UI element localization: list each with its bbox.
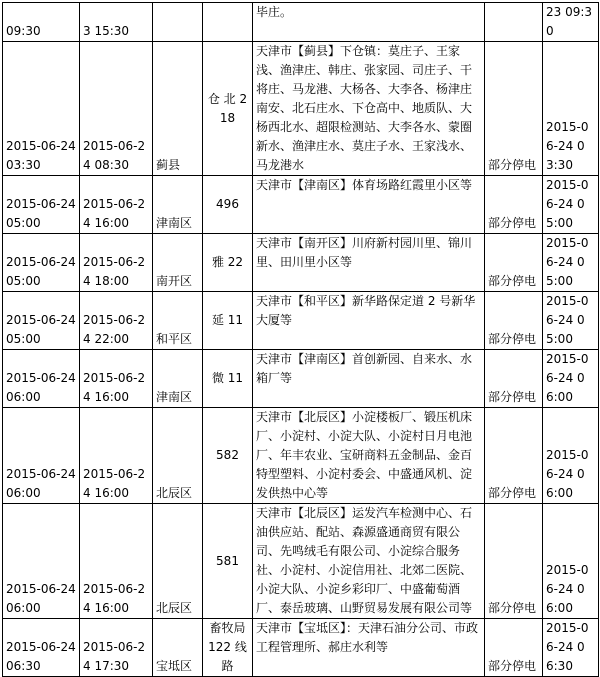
restore-time-cell: 2015-06-24 03:30	[543, 42, 599, 176]
end-time-cell: 2015-06-2 4 16:00	[80, 408, 153, 504]
end-time-cell: 2015-06-2 4 16:00	[80, 504, 153, 619]
line-cell: 581	[203, 504, 253, 619]
description-cell: 天津市【津南区】体育场路红霞里小区等	[253, 176, 485, 234]
end-time-cell: 3 15:30	[80, 3, 153, 42]
start-time-cell: 2015-06-24 03:30	[3, 42, 80, 176]
table-row	[3, 350, 599, 408]
outage-table	[2, 2, 599, 677]
restore-time-cell: 23 09:30	[543, 3, 599, 42]
district-cell: 蓟县	[153, 42, 203, 176]
end-time-cell: 2015-06-2 4 22:00	[80, 292, 153, 350]
description-cell: 天津市【宝坻区】：天津石油分公司、市政工程管理所、郝庄水利等	[253, 619, 485, 677]
table-row	[3, 42, 599, 176]
start-time-cell: 09:30	[3, 3, 80, 42]
district-cell: 宝坻区	[153, 619, 203, 677]
start-time-cell: 2015-06-24 06:00	[3, 504, 80, 619]
restore-time-cell: 2015-06-24 06:00	[543, 504, 599, 619]
outage-type-cell: 部分停电	[485, 42, 543, 176]
line-cell: 仓 北 218	[203, 42, 253, 176]
outage-type-cell: 部分停电	[485, 292, 543, 350]
restore-time-cell: 2015-06-24 05:00	[543, 234, 599, 292]
description-cell: 天津市【南开区】川府新村园川里、锦川里、田川里小区等	[253, 234, 485, 292]
start-time-cell: 2015-06-24 05:00	[3, 292, 80, 350]
district-cell: 津南区	[153, 176, 203, 234]
end-time-cell: 2015-06-2 4 18:00	[80, 234, 153, 292]
restore-time-cell: 2015-06-24 05:00	[543, 176, 599, 234]
description-cell: 天津市【和平区】新华路保定道 2 号新华大厦等	[253, 292, 485, 350]
outage-type-cell: 部分停电	[485, 234, 543, 292]
district-cell: 北辰区	[153, 408, 203, 504]
outage-type-cell: 部分停电	[485, 408, 543, 504]
end-time-cell: 2015-06-2 4 16:00	[80, 176, 153, 234]
description-cell: 天津市【北辰区】小淀楼板厂、锻压机床厂、小淀村、小淀大队、小淀村日月电池厂、年丰农业、宝研商料五金制品、金百特型塑料、小淀村委会、中盛通风机、淀发供热中心等	[253, 408, 485, 504]
table-row	[3, 504, 599, 619]
start-time-cell: 2015-06-24 06:00	[3, 350, 80, 408]
start-time-cell: 2015-06-24 06:30	[3, 619, 80, 677]
outage-type-cell: 部分停电	[485, 350, 543, 408]
district-cell: 和平区	[153, 292, 203, 350]
outage-table-body	[3, 3, 599, 677]
district-cell: 南开区	[153, 234, 203, 292]
description-cell: 毕庄。	[253, 3, 485, 42]
line-cell	[203, 3, 253, 42]
line-cell: 496	[203, 176, 253, 234]
start-time-cell: 2015-06-24 05:00	[3, 176, 80, 234]
table-row	[3, 292, 599, 350]
table-row	[3, 408, 599, 504]
description-cell: 天津市【蓟县】下仓镇：莫庄子、王家浅、渔津庄、韩庄、张家园、司庄子、干将庄、马龙港、大杨各、大李各、杨津庄南安、北石庄水、下仓高中、地质队、大杨西北水、超限检测站、大李各水、蒙圈新水、渔津庄水、莫庄子水、王家浅水、马龙港水	[253, 42, 485, 176]
district-cell: 北辰区	[153, 504, 203, 619]
district-cell	[153, 3, 203, 42]
line-cell: 微 11	[203, 350, 253, 408]
line-cell: 畜牧局 122 线路	[203, 619, 253, 677]
outage-type-cell: 部分停电	[485, 176, 543, 234]
end-time-cell: 2015-06-2 4 16:00	[80, 350, 153, 408]
table-row	[3, 176, 599, 234]
restore-time-cell: 2015-06-24 06:30	[543, 619, 599, 677]
description-cell: 天津市【津南区】首创新园、自来水、水箱厂等	[253, 350, 485, 408]
end-time-cell: 2015-06-2 4 08:30	[80, 42, 153, 176]
table-row	[3, 3, 599, 42]
description-cell: 天津市【北辰区】运发汽车检测中心、石油供应站、配站、森源盛通商贸有限公司、先鸣绒毛有限公司、小淀综合服务社、小淀村、小淀信用社、北郊二医院、小淀大队、小淀乡彩印厂、中盛葡萄酒厂、泰岳玻璃、山野贸易发展有限公司等	[253, 504, 485, 619]
end-time-cell: 2015-06-2 4 17:30	[80, 619, 153, 677]
start-time-cell: 2015-06-24 06:00	[3, 408, 80, 504]
start-time-cell: 2015-06-24 05:00	[3, 234, 80, 292]
outage-type-cell	[485, 3, 543, 42]
district-cell: 津南区	[153, 350, 203, 408]
outage-type-cell: 部分停电	[485, 619, 543, 677]
table-row	[3, 619, 599, 677]
outage-type-cell: 部分停电	[485, 504, 543, 619]
table-row	[3, 234, 599, 292]
restore-time-cell: 2015-06-24 06:00	[543, 350, 599, 408]
restore-time-cell: 2015-06-24 05:00	[543, 292, 599, 350]
restore-time-cell: 2015-06-24 06:00	[543, 408, 599, 504]
line-cell: 雅 22	[203, 234, 253, 292]
line-cell: 延 11	[203, 292, 253, 350]
line-cell: 582	[203, 408, 253, 504]
